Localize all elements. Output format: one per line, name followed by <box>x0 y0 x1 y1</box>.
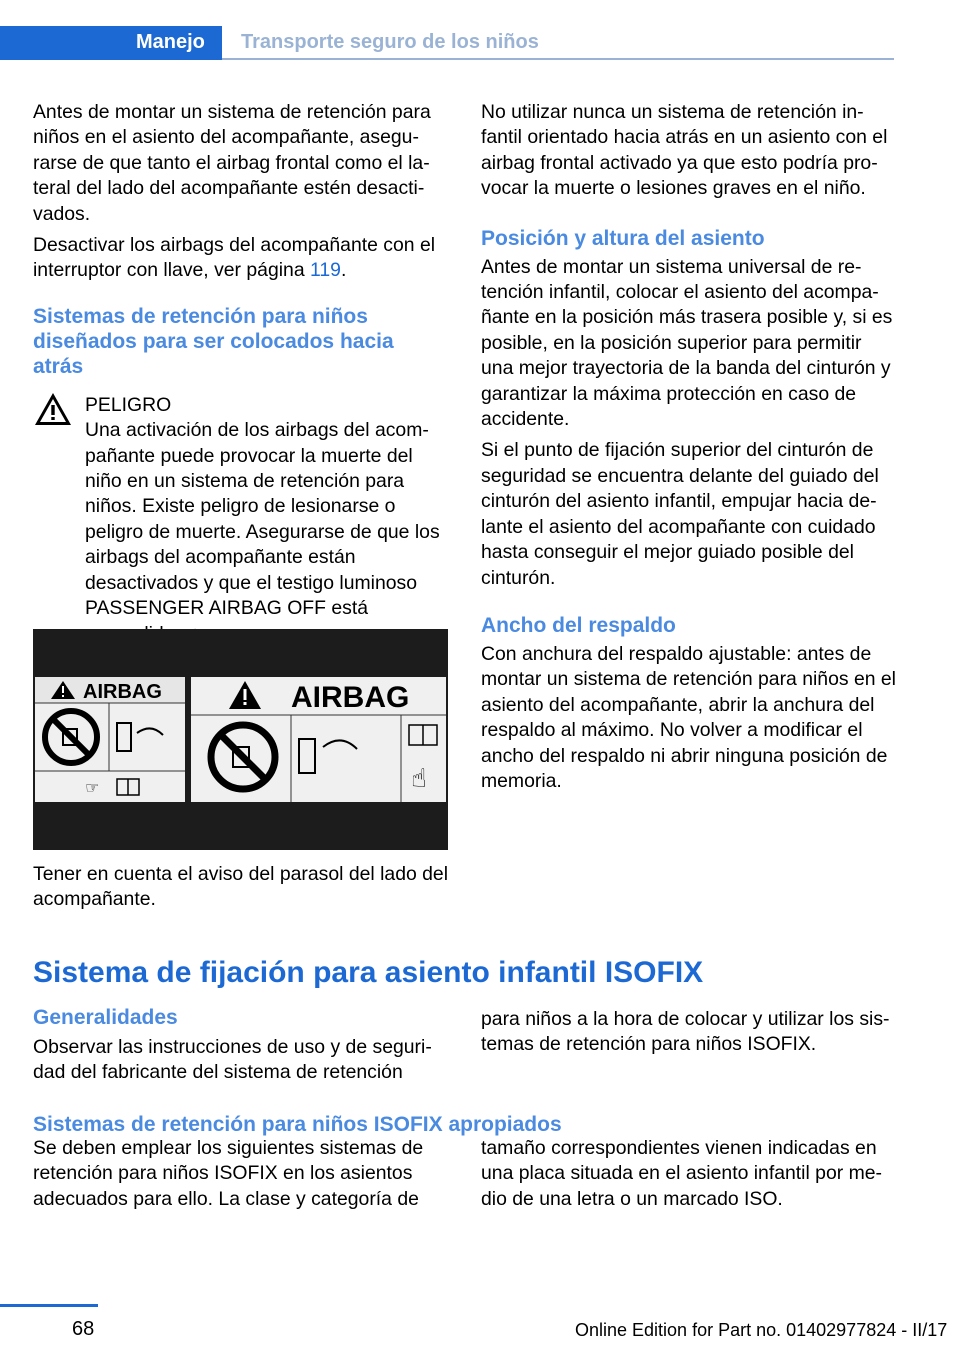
text: . <box>340 259 347 282</box>
paragraph: Se deben emplear los siguientes sistemas de retención para niños ISOFIX en los asientos adecuados para ello. La clase y categoría de <box>33 1137 424 1210</box>
page-link[interactable]: 119 <box>310 259 341 282</box>
isofix-aprop-right <box>481 1136 897 1218</box>
section-title: Transporte seguro de los niños <box>241 31 539 53</box>
paragraph: Antes de montar un sistema universal de retención infantil, colocar el asiento del acompañante en la posición más trasera posible y, si es posible, en la posición superior para permitir una mejor trayectoria de la banda del cinturón y garantizar la máxima protección en caso de accidente. <box>481 255 893 431</box>
hand-pointer-icon: ☞ <box>85 778 100 797</box>
airbag-labels-illustration <box>33 629 448 850</box>
section-heading: Generalidades <box>33 1006 178 1029</box>
header-rule <box>222 58 894 60</box>
section-heading: Posición y altura del asiento <box>481 226 765 250</box>
warning-title: PELIGRO <box>85 393 172 416</box>
page-number: 68 <box>72 1318 95 1340</box>
photo-caption: Tener en cuenta el aviso del parasol del lado del acompañante. <box>33 863 449 911</box>
text: Desactivar los airbags del acompañante con el interruptor con llave, ver página <box>33 234 436 282</box>
footer-rule <box>0 1304 98 1307</box>
section-heading: Sistemas de retención para niños diseñados para ser colocados hacia atrás <box>33 304 394 378</box>
right-column <box>481 100 897 800</box>
paragraph: Antes de montar un sistema de retención para niños en el asiento del acompañante, asegurarse de que tanto el airbag frontal como el lateral del lado del acompañante estén desactivados. <box>33 101 431 225</box>
hand-pointer-icon-large: ☝ <box>411 764 427 794</box>
page-header <box>0 26 894 60</box>
isofix-aprop-left <box>33 1136 449 1218</box>
warning-icon <box>33 391 73 427</box>
paragraph: No utilizar nunca un sistema de retención infantil orientado hacia atrás en un asiento con el airbag frontal activado ya que esto podría provocar la muerte o lesiones graves en el niño. <box>481 101 888 200</box>
big-label-text: AIRBAG <box>291 681 410 714</box>
paragraph: Observar las instrucciones de uso y de seguridad del fabricante del sistema de retención <box>33 1036 432 1084</box>
warning-text <box>33 418 449 647</box>
chapter-tab[interactable] <box>0 26 222 60</box>
chapter-tab-label: Manejo <box>136 31 205 53</box>
warning-text-content: Una activación de los airbags del acompañante puede provocar la muerte del niño en un sistema de retención para niños. Existe peligro de lesionarse o peligro de muerte. Asegurarse de que los airbags del acompañante están desactivados y que el testigo luminoso PASSENGER AIRBAG OFF está <box>85 419 440 620</box>
caption-block <box>33 862 449 919</box>
warning-block <box>33 393 449 418</box>
paragraph: tamaño correspondientes vienen indicadas en una placa situada en el asiento infantil por medio de una letra o un marcado ISO. <box>481 1137 883 1210</box>
paragraph: Con anchura del respaldo ajustable: antes de montar un sistema de retención para niños en el asiento del acompañante, abrir la anchura del respaldo al máximo. No volver a modificar el ancho del respaldo ni abrir ninguna posición de memoria. <box>481 642 896 792</box>
paragraph: Si el punto de fijación superior del cinturón de seguridad se encuentra delante del guiado del cinturón del asiento infantil, empujar hacia delante el asiento del acompañante con cuidado hasta conseguir el mejor guiado posible del cinturón. <box>481 439 879 589</box>
edition-note: Online Edition for Part no. 01402977824 - II/17 <box>575 1320 948 1340</box>
chapter-heading: Sistema de fijación para asiento infantil ISOFIX <box>33 956 704 989</box>
isofix-gen-left <box>33 1035 449 1092</box>
section-heading: Sistemas de retención para niños ISOFIX apropiados <box>33 1113 562 1136</box>
isofix-gen-right <box>481 1007 897 1064</box>
airbag-label-photo <box>33 629 448 850</box>
small-label-text: AIRBAG <box>83 681 162 703</box>
paragraph <box>33 233 449 284</box>
section-heading: Ancho del respaldo <box>481 613 676 637</box>
paragraph: para niños a la hora de colocar y utilizar los sistemas de retención para niños ISOFIX. <box>481 1008 890 1056</box>
left-column <box>33 100 449 653</box>
